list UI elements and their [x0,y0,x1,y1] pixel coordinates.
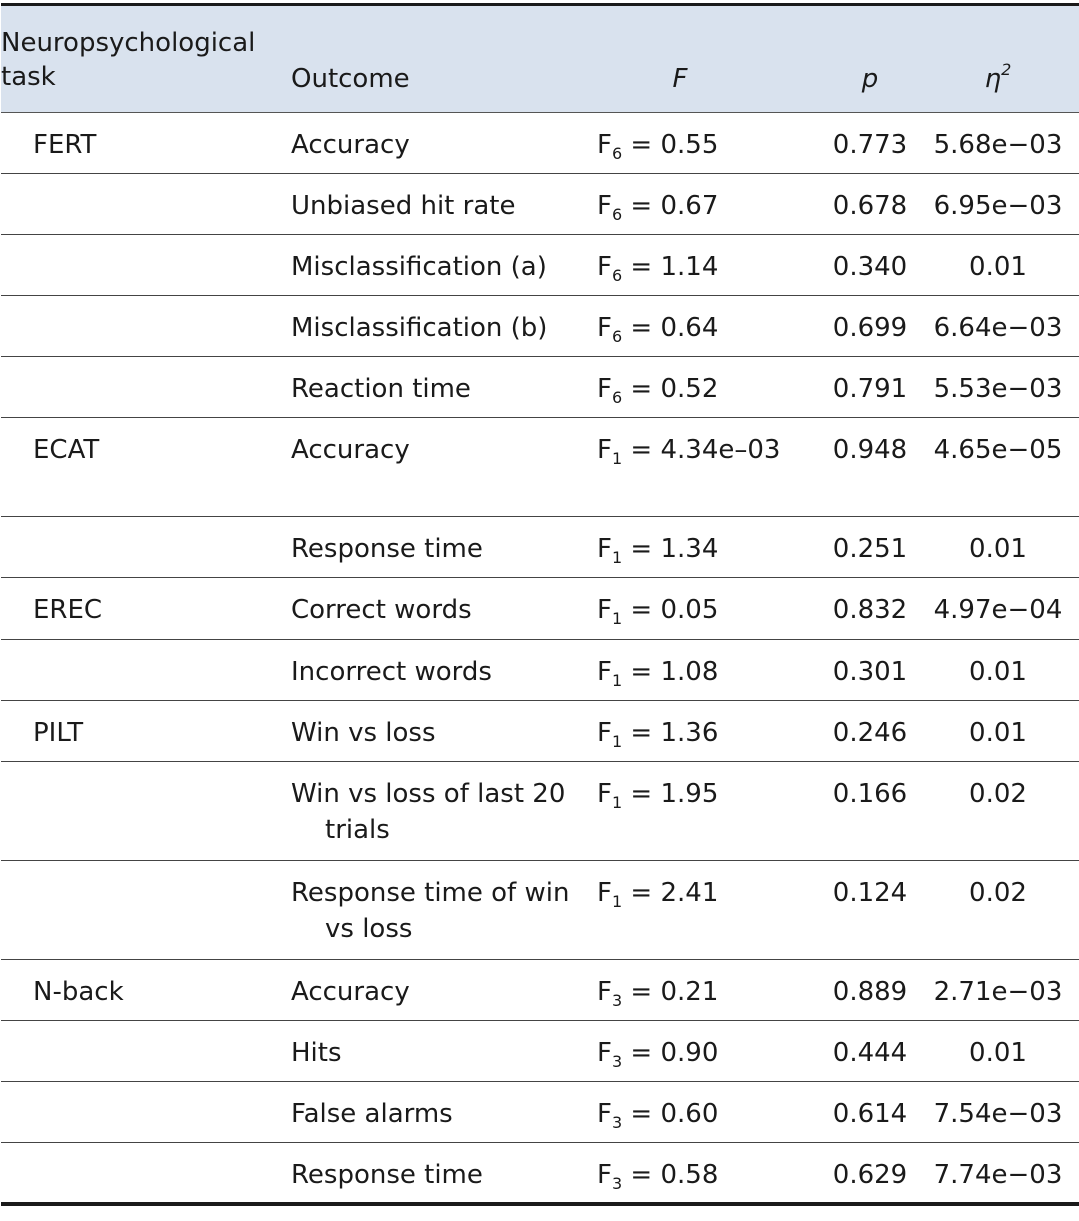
f-degrees-of-freedom: 6 [611,205,623,224]
cell-p-value: 0.629 [832,1160,908,1190]
cell-f-statistic [597,174,823,235]
cell-task [1,357,291,418]
cell-f-statistic [597,418,823,517]
cell-p-value: 0.791 [832,374,908,404]
cell-eta-squared: 0.01 [969,252,1027,282]
f-value: = 1.14 [622,252,719,282]
cell-p-value: 0.832 [832,595,908,625]
f-degrees-of-freedom: 3 [611,1174,623,1193]
cell-task [1,762,291,861]
cell-p-value: 0.444 [832,1038,908,1068]
table-row [1,861,1079,960]
f-degrees-of-freedom: 1 [611,732,623,751]
table-row [1,960,1079,1021]
table-row [1,296,1079,357]
f-letter: F [597,1038,612,1068]
cell-outcome: Accuracy [291,130,410,160]
cell-task: FERT [33,130,97,160]
cell-task [1,861,291,960]
cell-task [1,235,291,296]
cell-task: EREC [33,595,103,625]
cell-outcome: Accuracy [291,435,410,465]
cell-p-value: 0.614 [832,1099,908,1129]
cell-eta-squared: 0.01 [969,1038,1027,1068]
cell-task [1,1143,291,1204]
cell-task: ECAT [33,435,100,465]
cell-f-statistic [597,296,823,357]
f-degrees-of-freedom: 3 [611,1052,623,1071]
cell-eta-squared: 7.54e−03 [933,1099,1063,1129]
cell-eta-squared: 2.71e−03 [933,977,1063,1007]
cell-f-statistic [597,762,823,861]
cell-outcome: False alarms [291,1099,453,1129]
cell-eta-squared: 0.02 [969,878,1027,908]
f-degrees-of-freedom: 6 [611,144,623,163]
f-value: = 0.58 [622,1160,719,1190]
f-degrees-of-freedom: 1 [611,548,623,567]
f-value: = 0.67 [622,191,719,221]
f-letter: F [597,1160,612,1190]
cell-outcome: Reaction time [291,374,471,404]
f-degrees-of-freedom: 6 [611,388,623,407]
cell-eta-squared: 5.53e−03 [933,374,1063,404]
cell-task [1,1082,291,1143]
table-row [1,701,1079,762]
table-header [1,5,1079,113]
cell-eta-squared: 6.95e−03 [933,191,1063,221]
cell-f-statistic [597,640,823,701]
cell-p-value: 0.301 [832,657,908,687]
table-row [1,762,1079,861]
cell-eta-squared: 4.97e−04 [933,595,1063,625]
f-value: = 1.36 [622,718,719,748]
cell-p-value: 0.773 [832,130,908,160]
cell-outcome: Misclassification (a) [291,252,547,282]
cell-task: N-back [33,977,124,1007]
f-value: = 0.05 [622,595,719,625]
cell-f-statistic [597,578,823,640]
cell-p-value: 0.699 [832,313,908,343]
cell-f-statistic [597,113,823,174]
cell-task [1,640,291,701]
header-eta [923,5,1079,113]
f-value: = 2.41 [622,878,719,908]
cell-p-value: 0.678 [832,191,908,221]
cell-p-value: 0.166 [832,779,908,809]
cell-f-statistic [597,960,823,1021]
cell-f-statistic [597,861,823,960]
table-row [1,174,1079,235]
header-eta-superscript: 2 [1001,60,1012,79]
cell-task: PILT [33,718,84,748]
f-letter: F [597,878,612,908]
f-value: = 0.21 [622,977,719,1007]
f-letter: F [597,313,612,343]
cell-f-statistic [597,701,823,762]
cell-f-statistic [597,357,823,418]
f-degrees-of-freedom: 1 [611,671,623,690]
table-row [1,1021,1079,1082]
cell-p-value: 0.251 [832,534,908,564]
table-body [1,113,1079,1204]
f-letter: F [597,191,612,221]
cell-p-value: 0.889 [832,977,908,1007]
cell-eta-squared: 7.74e−03 [933,1160,1063,1190]
f-letter: F [597,1099,612,1129]
cell-outcome: Win vs loss of last 20 trials [291,779,566,845]
cell-eta-squared: 6.64e−03 [933,313,1063,343]
cell-f-statistic [597,235,823,296]
header-p: p [861,64,879,94]
table-row [1,1082,1079,1143]
cell-eta-squared: 0.01 [969,657,1027,687]
f-value: = 1.95 [622,779,719,809]
cell-p-value: 0.340 [832,252,908,282]
cell-task [1,517,291,578]
cell-eta-squared: 5.68e−03 [933,130,1063,160]
header-row [1,5,1079,113]
cell-outcome: Accuracy [291,977,410,1007]
f-degrees-of-freedom: 1 [611,449,623,468]
f-letter: F [597,977,612,1007]
f-letter: F [597,534,612,564]
f-value: = 0.90 [622,1038,719,1068]
cell-p-value: 0.246 [832,718,908,748]
f-letter: F [597,657,612,687]
cell-outcome: Hits [291,1038,342,1068]
table-row [1,640,1079,701]
cell-outcome: Incorrect words [291,657,492,687]
f-letter: F [597,130,612,160]
cell-eta-squared: 0.02 [969,779,1027,809]
f-value: = 0.55 [622,130,719,160]
cell-task [1,174,291,235]
cell-outcome: Misclassification (b) [291,313,548,343]
f-degrees-of-freedom: 3 [611,991,623,1010]
cell-task [1,1021,291,1082]
cell-outcome: Win vs loss [291,718,436,748]
cell-p-value: 0.124 [832,878,908,908]
f-letter: F [597,779,612,809]
table-row [1,235,1079,296]
cell-eta-squared: 0.01 [969,718,1027,748]
f-letter: F [597,718,612,748]
f-degrees-of-freedom: 6 [611,327,623,346]
cell-task [1,296,291,357]
cell-outcome: Response time of win vs loss [291,878,570,944]
f-value: = 0.60 [622,1099,719,1129]
cell-outcome: Response time [291,534,483,564]
cell-f-statistic [597,1143,823,1204]
f-letter: F [597,252,612,282]
f-degrees-of-freedom: 1 [611,793,623,812]
cell-eta-squared: 4.65e−05 [933,435,1063,465]
f-degrees-of-freedom: 1 [611,892,623,911]
table-row [1,517,1079,578]
cell-f-statistic [597,1082,823,1143]
cell-outcome: Response time [291,1160,483,1190]
cell-outcome: Unbiased hit rate [291,191,516,221]
table-row [1,578,1079,640]
cell-p-value: 0.948 [832,435,908,465]
f-value: = 0.52 [622,374,719,404]
table-row [1,357,1079,418]
table-row [1,113,1079,174]
header-eta-symbol: η [984,64,1002,94]
f-value: = 1.08 [622,657,719,687]
header-task: Neuropsychological task [1,28,256,92]
f-degrees-of-freedom: 6 [611,266,623,285]
f-degrees-of-freedom: 1 [611,609,623,628]
header-outcome: Outcome [291,64,410,94]
f-degrees-of-freedom: 3 [611,1113,623,1132]
cell-f-statistic [597,517,823,578]
cell-outcome: Correct words [291,595,472,625]
f-letter: F [597,435,612,465]
results-table [1,3,1079,1206]
table-row [1,1143,1079,1204]
table-row [1,418,1079,517]
f-letter: F [597,595,612,625]
f-value: = 0.64 [622,313,719,343]
f-value: = 1.34 [622,534,719,564]
cell-f-statistic [597,1021,823,1082]
f-value: = 4.34e–03 [622,435,781,465]
f-letter: F [597,374,612,404]
header-f: F [672,64,688,94]
cell-eta-squared: 0.01 [969,534,1027,564]
